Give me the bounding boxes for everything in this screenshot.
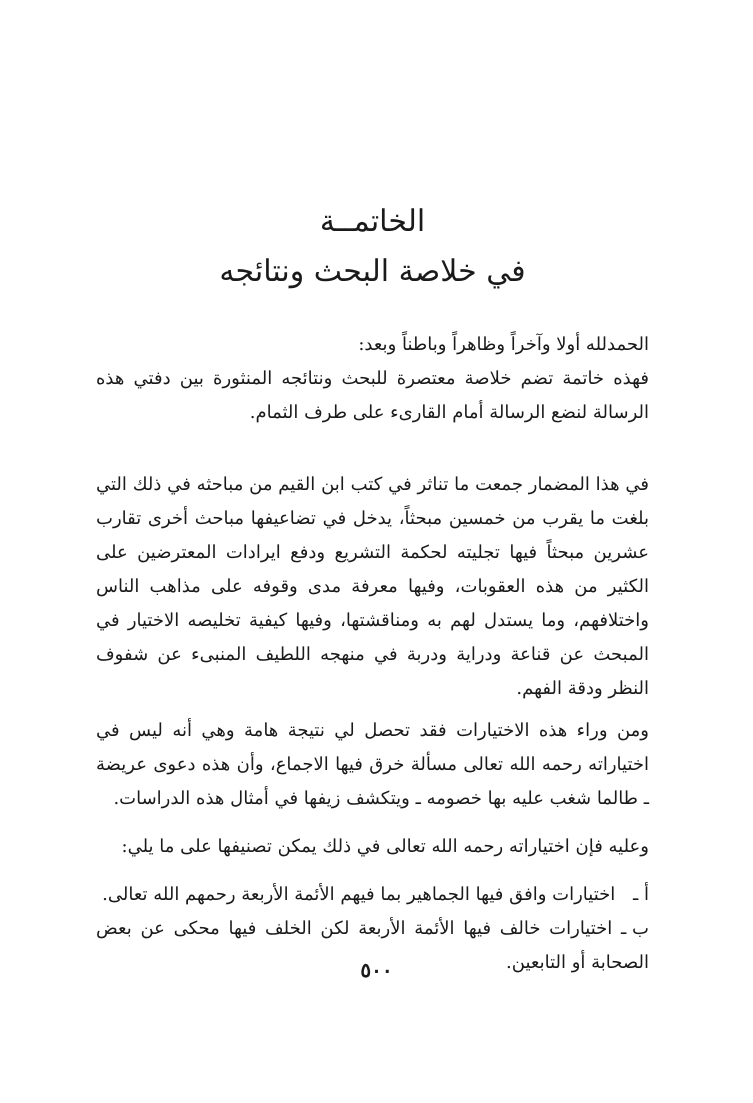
list-item-text: اختيارات خالف فيها الأئمة الأربعة لكن الخلف فيها محكى عن بعض الصحابة أو التابعين. xyxy=(96,918,649,973)
list-marker: ب ـ xyxy=(621,918,649,939)
paragraph-classification-intro: وعليه فإن اختياراته رحمه الله تعالى في ذلك يمكن تصنيفها على ما يلي: xyxy=(121,836,649,857)
intro-summary: فهذه خاتمة تضم خلاصة معتصرة للبحث ونتائجه المنثورة بين دفتي هذه الرسالة لنضع الرسالة أمام القارىء على طرف الثمام. xyxy=(96,368,649,423)
page-number: ٥٠٠ xyxy=(360,958,393,982)
chapter-subtitle: في خلاصة البحث ونتائجه xyxy=(219,254,526,289)
list-marker: أ ـ xyxy=(633,884,649,905)
list-item-text: اختيارات وافق فيها الجماهير بما فيهم الأئمة الأربعة رحمهم الله تعالى. xyxy=(102,884,616,905)
page-body xyxy=(96,200,649,980)
paragraph-research-scope: في هذا المضمار جمعت ما تناثر في كتب ابن القيم من مباحثه في ذلك التي بلغت ما يقرب من خمسين مبحثاً، يدخل في تضاعيفها مباحث أخرى تقارب عشرين مبحثاً فيها تجليته لحكمة التشريع ودفع ايرادات المعترضين على الكثير من هذه العقوبات، وفيها معرفة مدى وقوفه على مذاهب الناس واختلافهم، وما يستدل لهم به ومناقشتها، وفيها كيفية تخليصه الاختيار في المبحث عن قناعة ودراية ودربة في منهجه اللطيف المنبىء عن شفوف النظر ودقة الفهم. xyxy=(96,474,650,699)
list-item xyxy=(96,878,649,912)
paragraph-consensus-result: ومن وراء هذه الاختيارات فقد تحصل لي نتيجة هامة وهي أنه ليس في اختياراته رحمه الله تعالى مسألة خرق فيها الاجماع، وأن هذه دعوى عريضة ـ طالما شغب عليه بها خصومه ـ ويتكشف زيفها في أمثال هذه الدراسات. xyxy=(96,720,649,809)
intro-opening: الحمدلله أولا وآخراً وظاهراً وباطناً وبعد: xyxy=(358,334,649,355)
chapter-title: الخاتمــة xyxy=(319,204,426,239)
